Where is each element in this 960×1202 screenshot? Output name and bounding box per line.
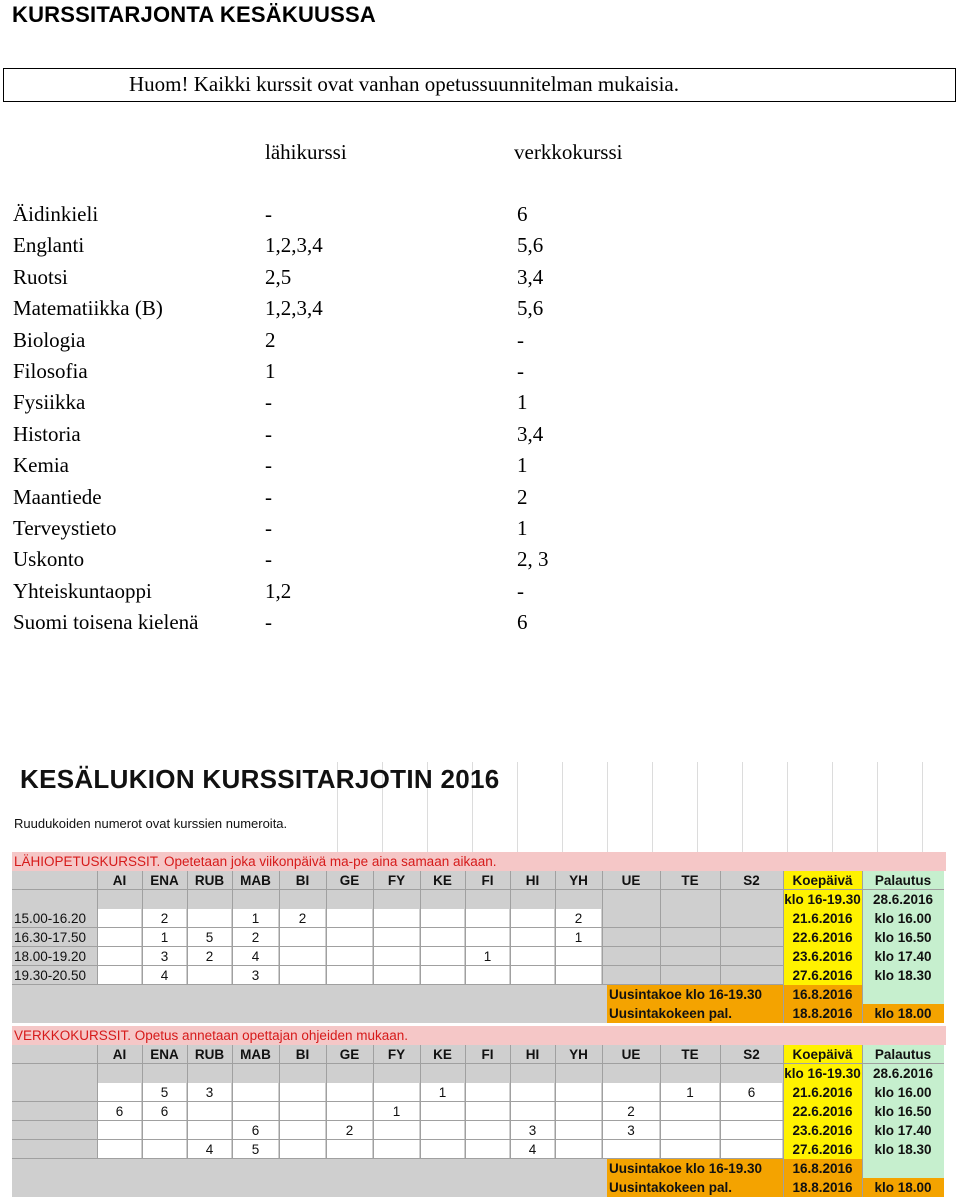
course-number: 3 [205, 1085, 214, 1100]
row-divider [12, 927, 783, 928]
retake-label: Uusintakoe klo 16-19.30 [609, 987, 763, 1002]
section-label-bar [12, 1026, 946, 1045]
column-header: TE [681, 1047, 699, 1062]
retake-return-time: klo 18.00 [874, 1180, 932, 1195]
retake-date: 16.8.2016 [792, 987, 853, 1002]
course-number: 5 [160, 1085, 169, 1100]
row-divider [12, 965, 783, 966]
exam-date: 27.6.2016 [792, 968, 853, 983]
local-courses: - [265, 547, 272, 571]
online-courses: 6 [517, 610, 528, 634]
subject-name: Äidinkieli [13, 202, 99, 226]
column-header: ENA [150, 873, 179, 888]
sheet-title: KESÄLUKION KURSSITARJOTIN 2016 [20, 764, 500, 794]
first-return-date: 28.6.2016 [872, 892, 934, 907]
column-header: UE [621, 1047, 641, 1062]
local-courses: - [265, 516, 272, 540]
subject-name: Biologia [13, 328, 86, 352]
local-courses: 1,2 [265, 579, 292, 603]
retake-date: 16.8.2016 [792, 1161, 853, 1176]
local-courses: 2 [265, 328, 276, 352]
course-number: 6 [115, 1104, 124, 1119]
column-header: S2 [743, 873, 760, 888]
subject-name: Terveystieto [13, 516, 117, 540]
gridline [517, 762, 518, 852]
subject-name: Matematiikka (B) [13, 296, 163, 320]
gridline [607, 762, 608, 852]
online-courses: 2 [517, 485, 528, 509]
subject-name: Fysiikka [13, 390, 86, 414]
course-number: 5 [205, 930, 214, 945]
exam-header: Koepäivä [792, 1047, 853, 1062]
local-courses: - [265, 202, 272, 226]
return-header: Palautus [874, 873, 932, 888]
grid-cell-column [374, 909, 419, 985]
local-courses: 1,2,3,4 [265, 233, 323, 257]
course-number: 2 [205, 949, 214, 964]
course-number: 1 [574, 930, 583, 945]
gridline [832, 762, 833, 852]
course-number: 2 [251, 930, 260, 945]
course-schedule-sheet [12, 762, 946, 1198]
column-header: GE [339, 873, 360, 888]
subject-name: Kemia [13, 453, 69, 477]
course-number: 3 [251, 968, 260, 983]
subject-name: Suomi toisena kielenä [13, 610, 199, 634]
subject-name: Englanti [13, 233, 85, 257]
column-header: KE [433, 873, 452, 888]
column-header-local: lähikurssi [265, 140, 347, 164]
subject-name: Ruotsi [13, 265, 68, 289]
column-header: ENA [150, 1047, 179, 1062]
column-header: GE [339, 1047, 360, 1062]
online-courses: 1 [517, 453, 528, 477]
column-divider [783, 871, 784, 1023]
return-time: klo 18.30 [874, 1142, 932, 1157]
row-divider [12, 1063, 944, 1064]
local-courses: - [265, 453, 272, 477]
column-header: BI [295, 873, 310, 888]
gridline [742, 762, 743, 852]
gridline [877, 762, 878, 852]
time-slot: 18.00-19.20 [14, 949, 87, 964]
notice-text: Huom! Kaikki kurssit ovat vanhan opetussuunnitelman mukaisia. [129, 72, 679, 96]
sheet-note: Ruudukoiden numerot ovat kurssien numeroita. [14, 816, 288, 831]
time-slot: 15.00-16.20 [14, 911, 87, 926]
row-divider [12, 889, 944, 890]
course-number: 1 [392, 1104, 401, 1119]
grid-cell-column [556, 1083, 601, 1159]
local-courses: 1 [265, 359, 276, 383]
exam-time: klo 16-19.30 [784, 1066, 861, 1081]
exam-date: 23.6.2016 [792, 949, 853, 964]
column-header: AI [112, 873, 127, 888]
column-header: FI [481, 1047, 494, 1062]
row-divider [12, 1139, 783, 1140]
local-courses: - [265, 485, 272, 509]
course-number: 1 [438, 1085, 447, 1100]
course-number: 1 [251, 911, 260, 926]
course-number: 3 [528, 1123, 537, 1138]
column-header: KE [433, 1047, 452, 1062]
retake-grey [12, 985, 607, 1023]
section-label-bar [12, 852, 946, 871]
course-number: 2 [574, 911, 583, 926]
subject-name: Yhteiskuntaoppi [13, 579, 152, 603]
course-number: 4 [160, 968, 169, 983]
return-time: klo 16.00 [874, 1085, 932, 1100]
grid-cell-column [98, 1083, 141, 1159]
course-number: 4 [528, 1142, 537, 1157]
local-courses: - [265, 422, 272, 446]
time-slot: 16.30-17.50 [14, 930, 87, 945]
grid-cell-column [98, 909, 141, 985]
column-header: RUB [194, 873, 225, 888]
column-header: UE [621, 873, 641, 888]
course-number: 6 [251, 1123, 260, 1138]
course-number: 2 [627, 1104, 635, 1119]
grid-cell-column [421, 909, 464, 985]
exam-date: 23.6.2016 [792, 1123, 853, 1138]
course-number: 2 [298, 911, 307, 926]
column-header: HI [525, 873, 540, 888]
course-number: 3 [160, 949, 169, 964]
retake-empty-bg [862, 1159, 944, 1178]
column-divider [783, 1045, 784, 1197]
return-time: klo 18.30 [874, 968, 932, 983]
column-header: BI [295, 1047, 310, 1062]
column-header: RUB [194, 1047, 225, 1062]
notice-box [3, 68, 956, 102]
grid-cell-column [466, 1083, 509, 1159]
exam-header: Koepäivä [792, 873, 853, 888]
subject-name: Maantiede [13, 485, 102, 509]
online-courses: 3,4 [517, 265, 544, 289]
column-header: MAB [240, 1047, 271, 1062]
section-label: LÄHIOPETUSKURSSIT. Opetetaan joka viikonpäivä ma-pe aina samaan aikaan. [14, 854, 497, 869]
exam-date: 21.6.2016 [792, 911, 853, 926]
first-return-date: 28.6.2016 [872, 1066, 934, 1081]
column-header: HI [525, 1047, 540, 1062]
retake-empty-bg [862, 985, 944, 1004]
return-header: Palautus [874, 1047, 932, 1062]
exam-date: 22.6.2016 [792, 1104, 853, 1119]
exam-date: 21.6.2016 [792, 1085, 853, 1100]
course-number: 1 [483, 949, 492, 964]
time-slot: 19.30-20.50 [14, 968, 87, 983]
online-courses: - [517, 579, 524, 603]
local-courses: 1,2,3,4 [265, 296, 323, 320]
online-courses: 1 [517, 390, 528, 414]
column-divider [862, 871, 863, 1023]
column-header: YH [569, 1047, 588, 1062]
column-header: FI [481, 873, 494, 888]
row-divider [12, 946, 783, 947]
subject-name: Filosofia [13, 359, 88, 383]
grid-cell-column [374, 1083, 419, 1159]
column-header: S2 [743, 1047, 760, 1062]
online-courses: 1 [517, 516, 528, 540]
column-header: AI [112, 1047, 127, 1062]
retake-return-time: klo 18.00 [874, 1006, 932, 1021]
online-courses: - [517, 359, 524, 383]
column-header: FY [387, 873, 406, 888]
course-number: 1 [160, 930, 169, 945]
local-courses: - [265, 610, 272, 634]
course-number: 6 [160, 1104, 169, 1119]
section-label: VERKKOKURSSIT. Opetus annetaan opettajan ohjeiden mukaan. [14, 1028, 408, 1043]
return-time: klo 16.50 [874, 930, 932, 945]
course-number: 4 [251, 949, 260, 964]
return-time: klo 17.40 [874, 949, 932, 964]
retake-return-date: 18.8.2016 [792, 1180, 853, 1195]
online-courses: 6 [517, 202, 528, 226]
column-header: FY [387, 1047, 406, 1062]
column-header: YH [569, 873, 588, 888]
course-number: 1 [686, 1085, 694, 1100]
local-courses: 2,5 [265, 265, 292, 289]
course-number: 4 [205, 1142, 214, 1157]
gridline [787, 762, 788, 852]
retake-return-date: 18.8.2016 [792, 1006, 853, 1021]
gridline [922, 762, 923, 852]
subject-name: Uskonto [13, 547, 85, 571]
exam-date: 22.6.2016 [792, 930, 853, 945]
course-number: 2 [160, 911, 169, 926]
online-courses: 5,6 [517, 296, 544, 320]
online-courses: 2, 3 [517, 547, 549, 571]
row-divider [12, 1120, 783, 1121]
local-courses: - [265, 390, 272, 414]
retake-grey [12, 1159, 607, 1197]
gridline [562, 762, 563, 852]
column-header: MAB [240, 873, 271, 888]
exam-time: klo 16-19.30 [784, 892, 861, 907]
online-courses: 3,4 [517, 422, 544, 446]
course-number: 2 [345, 1123, 354, 1138]
course-number: 5 [251, 1142, 260, 1157]
retake-label: Uusintakoe klo 16-19.30 [609, 1161, 763, 1176]
column-header-online: verkkokurssi [514, 140, 623, 164]
gridline [697, 762, 698, 852]
course-number: 6 [747, 1085, 756, 1100]
course-number: 3 [627, 1123, 635, 1138]
grid-cell-column [280, 1083, 325, 1159]
page-title: KURSSITARJONTA KESÄKUUSSA [12, 2, 376, 27]
grid-cell-column [511, 909, 554, 985]
return-time: klo 16.00 [874, 911, 932, 926]
column-divider [862, 1045, 863, 1197]
subject-name: Historia [13, 422, 81, 446]
retake-return-label: Uusintakokeen pal. [609, 1180, 733, 1195]
retake-return-label: Uusintakokeen pal. [609, 1006, 733, 1021]
column-header: TE [681, 873, 699, 888]
exam-date: 27.6.2016 [792, 1142, 853, 1157]
online-courses: 5,6 [517, 233, 544, 257]
grid-cell-column [327, 909, 372, 985]
return-time: klo 16.50 [874, 1104, 932, 1119]
online-courses: - [517, 328, 524, 352]
return-time: klo 17.40 [874, 1123, 932, 1138]
gridline [652, 762, 653, 852]
